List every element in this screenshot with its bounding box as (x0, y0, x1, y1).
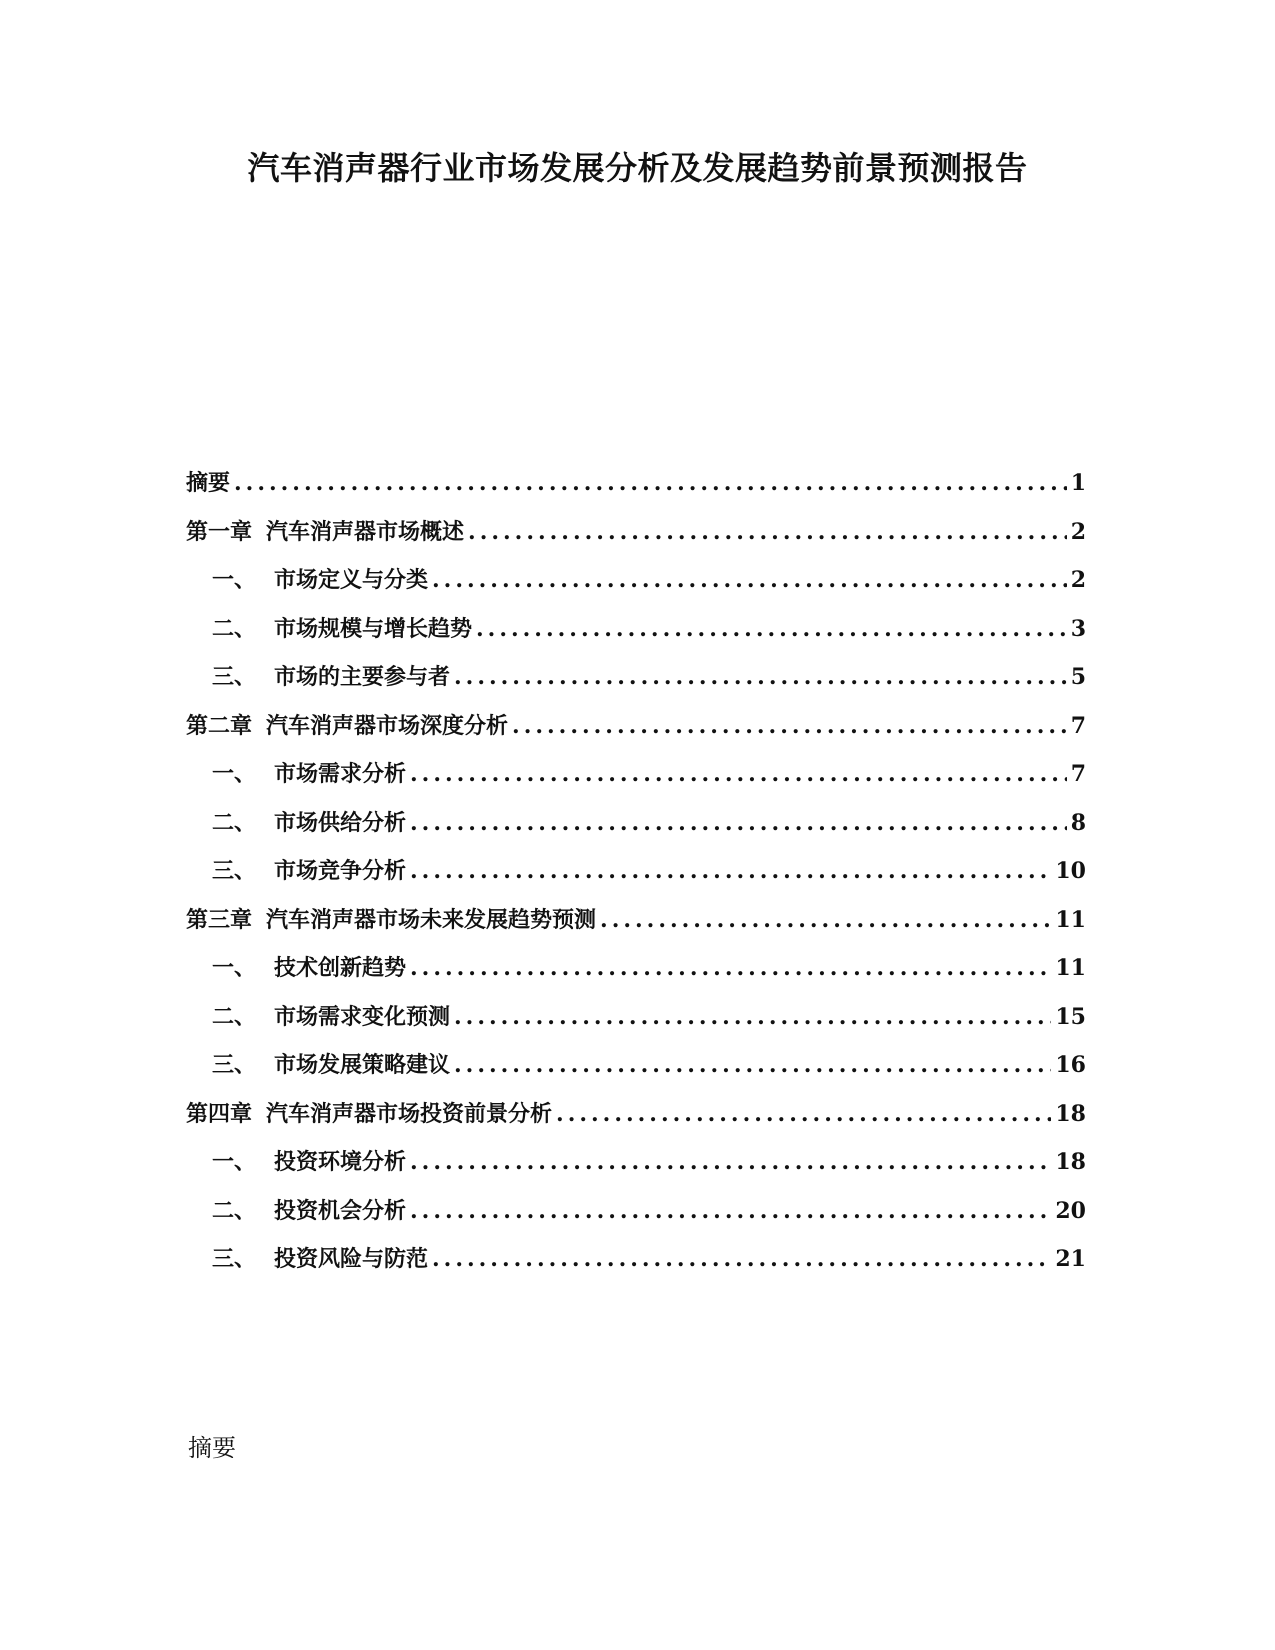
toc-entry-label: 汽车消声器市场深度分析 (266, 712, 509, 739)
toc-entry-page: 15 (1055, 1003, 1086, 1030)
toc-entry-page: 10 (1055, 858, 1086, 884)
toc-entry-page: 11 (1055, 955, 1086, 981)
toc-entry[interactable] (186, 711, 1086, 760)
toc-entry-number: 第三章 (186, 906, 253, 933)
toc-leader-dots (410, 1147, 1051, 1177)
toc-entry-page: 7 (1070, 712, 1086, 739)
toc-entry-number: 二、 (212, 1003, 257, 1030)
toc-entry-number: 一、 (212, 1149, 257, 1175)
toc-entry-label: 市场的主要参与者 (274, 664, 451, 690)
toc-entry-number: 一、 (212, 567, 257, 593)
toc-leader-dots (234, 468, 1067, 498)
toc-entry-number: 三、 (212, 1246, 257, 1272)
toc-leader-dots (454, 662, 1067, 692)
toc-entry-label: 市场需求变化预测 (274, 1003, 451, 1030)
toc-entry-label: 市场规模与增长趋势 (274, 615, 473, 642)
toc-entry-label: 市场供给分析 (274, 809, 407, 836)
toc-entry-page: 16 (1055, 1052, 1086, 1078)
toc-entry-number: 一、 (212, 955, 257, 981)
toc-leader-dots (410, 953, 1051, 983)
toc-leader-dots (468, 517, 1067, 547)
toc-entry-label: 摘要 (186, 470, 231, 496)
toc-entry[interactable] (186, 1147, 1086, 1196)
toc-entry-label: 投资机会分析 (274, 1197, 407, 1224)
toc-entry-number: 二、 (212, 1197, 257, 1224)
toc-entry-number: 第二章 (186, 712, 253, 739)
toc-entry[interactable] (186, 905, 1086, 954)
toc-entry[interactable] (186, 1002, 1086, 1051)
toc-entry-page: 1 (1070, 470, 1086, 496)
toc-entry[interactable] (186, 565, 1086, 614)
toc-entry-page: 20 (1055, 1197, 1086, 1224)
toc-entry[interactable] (186, 856, 1086, 905)
toc-entry[interactable] (186, 808, 1086, 857)
toc-entry-page: 8 (1070, 809, 1086, 836)
toc-leader-dots (556, 1099, 1051, 1129)
toc-leader-dots (432, 1244, 1051, 1274)
toc-leader-dots (432, 565, 1067, 595)
toc-entry[interactable] (186, 517, 1086, 566)
toc-leader-dots (410, 808, 1067, 838)
toc-entry[interactable] (186, 1099, 1086, 1148)
toc-entry[interactable] (186, 468, 1086, 517)
toc-entry-number: 三、 (212, 858, 257, 884)
toc-entry-page: 2 (1070, 567, 1086, 593)
toc-entry-label: 投资风险与防范 (274, 1246, 429, 1272)
toc-entry-number: 第四章 (186, 1100, 253, 1127)
toc-entry-label: 汽车消声器市场投资前景分析 (266, 1100, 553, 1127)
toc-entry-label: 市场发展策略建议 (274, 1052, 451, 1078)
toc-entry-number: 三、 (212, 1052, 257, 1078)
toc-entry-number: 二、 (212, 809, 257, 836)
toc-entry-page: 21 (1055, 1246, 1086, 1272)
toc-leader-dots (454, 1050, 1051, 1080)
toc-entry-page: 18 (1055, 1149, 1086, 1175)
toc-entry-label: 汽车消声器市场概述 (266, 518, 465, 545)
toc-entry-number: 一、 (212, 761, 257, 787)
toc-entry[interactable] (186, 614, 1086, 663)
toc-leader-dots (512, 711, 1067, 741)
toc-leader-dots (410, 1196, 1051, 1226)
toc-entry-number: 三、 (212, 664, 257, 690)
toc-entry[interactable] (186, 662, 1086, 711)
toc-leader-dots (454, 1002, 1051, 1032)
toc-entry-number: 第一章 (186, 518, 253, 545)
toc-entry-page: 11 (1055, 906, 1086, 933)
toc-entry-label: 投资环境分析 (274, 1149, 407, 1175)
toc-entry[interactable] (186, 1196, 1086, 1245)
toc-leader-dots (410, 856, 1051, 886)
toc-entry-label: 市场竞争分析 (274, 858, 407, 884)
toc-entry[interactable] (186, 759, 1086, 808)
toc-leader-dots (600, 905, 1051, 935)
toc-entry-label: 市场需求分析 (274, 761, 407, 787)
toc-entry-page: 18 (1055, 1100, 1086, 1127)
toc-entry-label: 汽车消声器市场未来发展趋势预测 (266, 906, 597, 933)
toc-entry-page: 5 (1070, 664, 1086, 690)
toc-entry-page: 3 (1070, 615, 1086, 642)
toc-entry[interactable] (186, 1050, 1086, 1099)
toc-leader-dots (410, 759, 1067, 789)
toc-entry-page: 2 (1070, 518, 1086, 545)
table-of-contents (186, 468, 1086, 1293)
document-title: 汽车消声器行业市场发展分析及发展趋势前景预测报告 (247, 149, 1028, 187)
toc-entry-page: 7 (1070, 761, 1086, 787)
toc-entry[interactable] (186, 953, 1086, 1002)
toc-entry-label: 技术创新趋势 (274, 955, 407, 981)
toc-entry-label: 市场定义与分类 (274, 567, 429, 593)
toc-entry-number: 二、 (212, 615, 257, 642)
toc-entry[interactable] (186, 1244, 1086, 1293)
toc-leader-dots (476, 614, 1067, 644)
section-heading: 摘要 (188, 1434, 236, 1462)
